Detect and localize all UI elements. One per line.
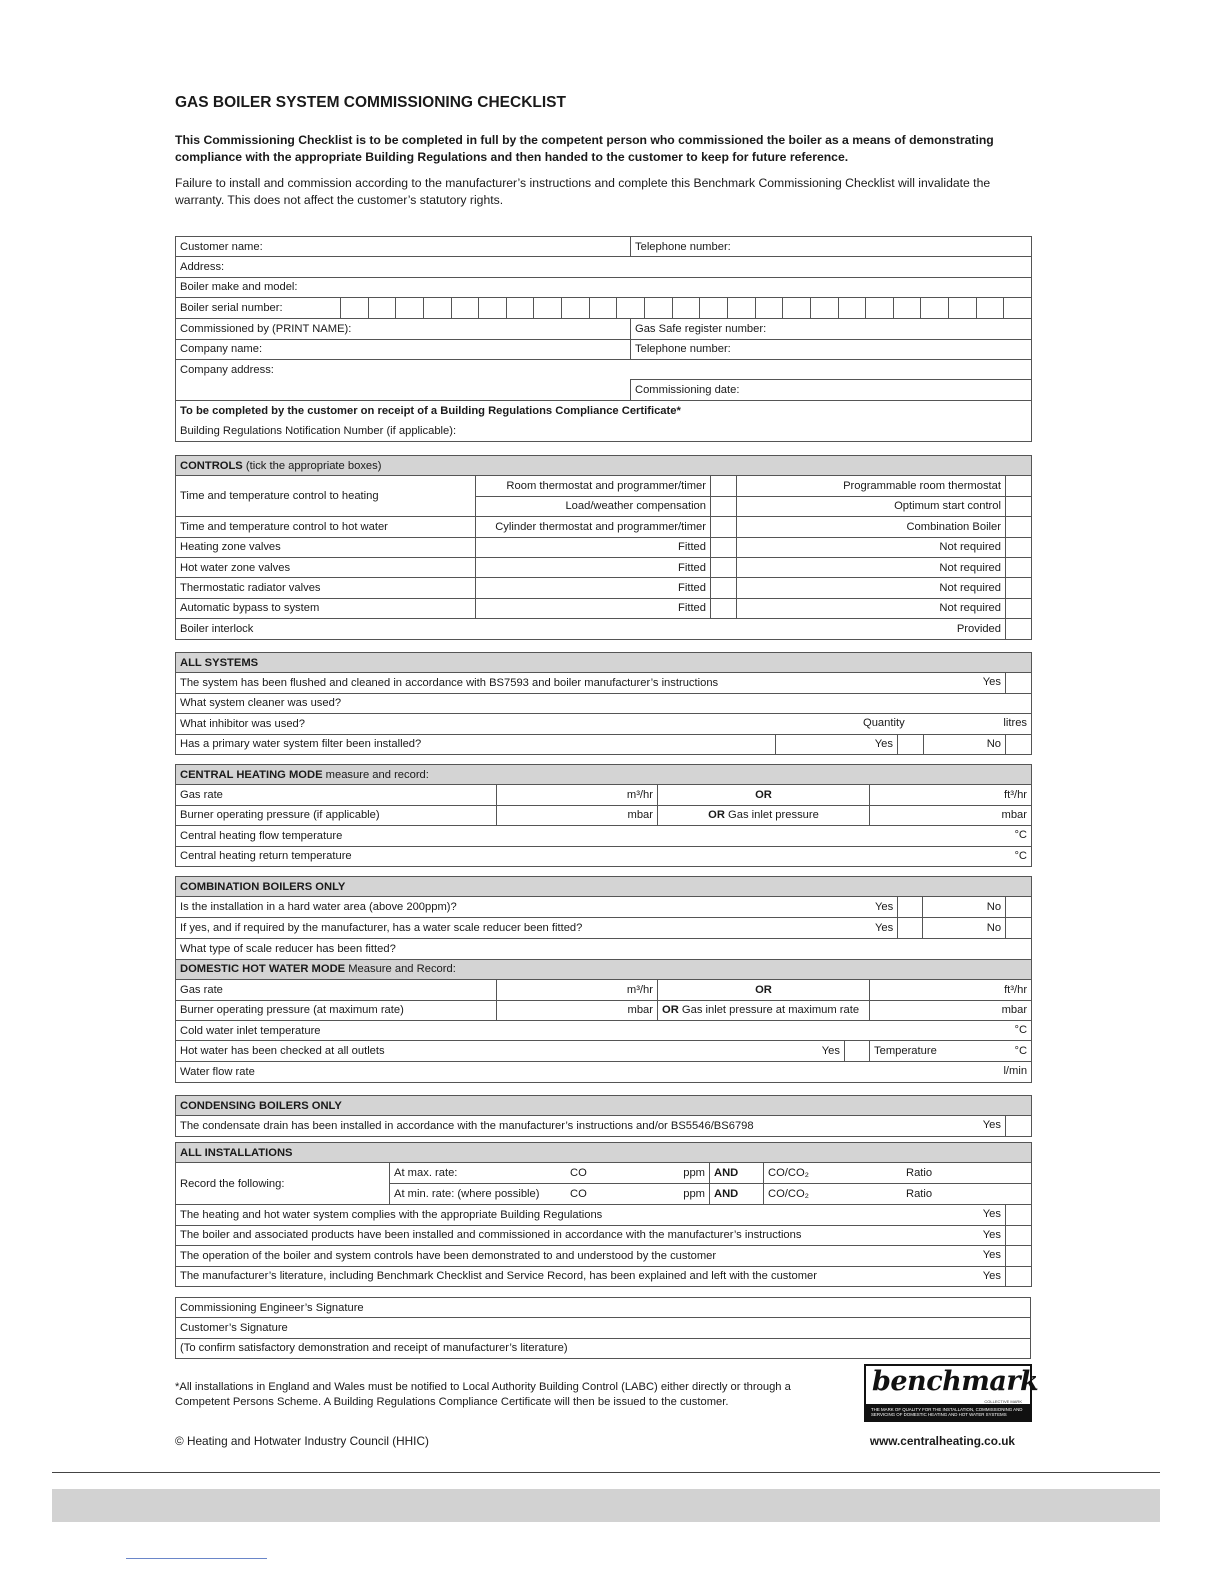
table-row xyxy=(176,939,1032,959)
outlet-temperature-label: Temperature xyxy=(874,1045,937,1058)
signature-confirmation-note: (To confirm satisfactory demonstration and receipt of manufacturer’s literature) xyxy=(176,1338,1031,1358)
dhw-or-inline: OR xyxy=(662,1004,679,1017)
room-thermostat-checkbox[interactable] xyxy=(711,476,737,496)
hard-water-yes-checkbox[interactable] xyxy=(897,897,923,917)
fitted-label: Fitted xyxy=(476,557,711,577)
litres-unit: litres xyxy=(1003,717,1028,730)
boiler-make-field[interactable]: Boiler make and model: xyxy=(176,277,1032,297)
link-underline xyxy=(126,1558,267,1559)
control-row-label: Thermostatic radiator valves xyxy=(176,578,476,598)
max-ratio-label: Ratio xyxy=(906,1167,933,1180)
fitted-checkbox[interactable] xyxy=(711,557,737,577)
table-row xyxy=(176,277,1032,297)
scale-reducer-no-checkbox[interactable] xyxy=(1005,918,1031,938)
table-row xyxy=(176,805,1032,825)
ch-gas-inlet-text: Gas inlet pressure xyxy=(728,809,819,822)
condensate-drain-row xyxy=(176,1116,1006,1136)
outlets-label: Hot water has been checked at all outlets xyxy=(180,1045,385,1058)
table-row xyxy=(176,1246,1032,1266)
table-row xyxy=(176,693,1032,713)
address-field[interactable]: Address: xyxy=(176,257,1032,277)
flushed-label: The system has been flushed and cleaned in accordance with BS7593 and boiler manufacturer’s instructions xyxy=(180,677,719,690)
table-row xyxy=(176,517,1032,537)
footer-divider xyxy=(52,1472,1160,1473)
customer-completion-note: To be completed by the customer on receipt of a Building Regulations Compliance Certificate* xyxy=(176,400,1032,420)
controls-table xyxy=(175,455,1032,640)
statement-yes-label: Yes xyxy=(982,1208,1001,1221)
statement-label: The boiler and associated products have been installed and commissioned in accordance with the manufacturer’s instructions xyxy=(180,1229,802,1242)
table-row xyxy=(176,319,1032,339)
controls-header: CONTROLS xyxy=(180,459,243,472)
table-row xyxy=(176,846,1032,866)
table-row xyxy=(176,359,1032,379)
website-link[interactable]: www.centralheating.co.uk xyxy=(869,1434,1015,1448)
filter-yes-label: Yes xyxy=(776,734,898,754)
water-flow-rate-label: Water flow rate xyxy=(180,1066,255,1079)
flushed-yes-label: Yes xyxy=(982,676,1001,689)
table-row xyxy=(176,400,1032,420)
table-row xyxy=(176,1163,1032,1184)
copyright: © Heating and Hotwater Industry Council (HHIC) xyxy=(175,1434,429,1448)
commissioning-date-field[interactable]: Commissioning date: xyxy=(631,380,1032,400)
optimum-start-checkbox[interactable] xyxy=(1006,496,1032,516)
hard-water-label: Is the installation in a hard water area (above 200ppm)? xyxy=(180,901,457,914)
optimum-start-label: Optimum start control xyxy=(737,496,1006,516)
ch-gas-inlet-label xyxy=(658,805,870,825)
table-row xyxy=(176,785,1032,805)
control-row-label: Heating zone valves xyxy=(176,537,476,557)
min-ratio-label: Ratio xyxy=(906,1188,933,1201)
table-row xyxy=(176,918,1032,939)
gas-safe-field[interactable]: Gas Safe register number: xyxy=(631,319,1032,339)
table-row xyxy=(176,1000,1032,1020)
benchmark-wordmark: benchmark xyxy=(872,1366,1039,1397)
table-row xyxy=(176,537,1032,557)
cold-inlet-unit: °C xyxy=(1014,1023,1028,1036)
condensate-drain-label: The condensate drain has been installed in accordance with the manufacturer’s instructions and/or BS5546/BS6798 xyxy=(180,1120,754,1133)
section-header xyxy=(176,1143,1032,1163)
dhw-gas-inlet-text: Gas inlet pressure at maximum rate xyxy=(681,1004,860,1017)
boiler-serial-label: Boiler serial number: xyxy=(180,302,283,315)
condensate-yes-checkbox[interactable] xyxy=(1006,1116,1032,1136)
customer-details-table xyxy=(175,236,1032,442)
not-required-label: Not required xyxy=(737,537,1006,557)
ch-or-inline: OR xyxy=(708,809,725,822)
scale-reducer-yes-checkbox[interactable] xyxy=(897,918,923,938)
boiler-interlock-label: Boiler interlock xyxy=(176,619,476,639)
ch-flow-temp-label: Central heating flow temperature xyxy=(180,829,343,842)
table-row xyxy=(176,421,1032,441)
hard-water-no-label: No xyxy=(986,901,1002,914)
statement-label: The manufacturer’s literature, including Benchmark Checklist and Service Record, has been explained and left with the customer xyxy=(180,1270,817,1283)
table-row xyxy=(176,339,1032,359)
cleaner-field[interactable]: What system cleaner was used? xyxy=(176,693,1032,713)
table-row xyxy=(176,714,1032,734)
dhw-burner-pressure-field[interactable]: mbar xyxy=(497,1000,658,1020)
installations-header: ALL INSTALLATIONS xyxy=(176,1143,1032,1163)
inhibitor-label: What inhibitor was used? xyxy=(180,717,305,730)
statement-yes-checkbox[interactable] xyxy=(1006,1266,1032,1286)
combination-boilers-table xyxy=(175,876,1032,1083)
cold-inlet-field[interactable] xyxy=(176,1020,1032,1040)
load-weather-checkbox[interactable] xyxy=(711,496,737,516)
fitted-label: Fitted xyxy=(476,537,711,557)
table-row xyxy=(176,1205,1032,1225)
table-row xyxy=(176,1020,1032,1040)
heating-control-label: Time and temperature control to heating xyxy=(176,476,476,517)
water-flow-rate-unit: l/min xyxy=(1003,1065,1028,1078)
not-required-checkbox[interactable] xyxy=(1006,578,1032,598)
table-row xyxy=(176,1266,1032,1286)
filter-no-label: No xyxy=(924,734,1006,754)
statement-yes-label: Yes xyxy=(982,1269,1001,1282)
combination-header: COMBINATION BOILERS ONLY xyxy=(176,877,1032,897)
table-row xyxy=(176,619,1032,639)
interlock-provided-checkbox[interactable] xyxy=(1006,619,1032,639)
ch-or-label: OR xyxy=(658,785,870,805)
hard-water-yes-label: Yes xyxy=(874,901,894,914)
all-systems-table xyxy=(175,652,1032,755)
ch-burner-pressure-field[interactable]: mbar xyxy=(497,805,658,825)
outlet-temperature-field[interactable] xyxy=(870,1041,1031,1061)
max-and-label: AND xyxy=(710,1163,764,1184)
outlets-yes-checkbox[interactable] xyxy=(844,1041,870,1061)
water-flow-rate-field[interactable] xyxy=(176,1062,1032,1082)
max-ppm-unit: ppm xyxy=(683,1167,705,1180)
record-following-label: Record the following: xyxy=(176,1163,390,1205)
not-required-checkbox[interactable] xyxy=(1006,598,1032,618)
fitted-label: Fitted xyxy=(476,598,711,618)
quantity-label: Quantity xyxy=(863,717,905,730)
table-row xyxy=(176,980,1032,1000)
control-row-label: Automatic bypass to system xyxy=(176,598,476,618)
condensing-boilers-table xyxy=(175,1095,1032,1137)
dhw-gas-rate-ft3-field[interactable]: ft³/hr xyxy=(870,980,1032,1000)
inhibitor-field[interactable] xyxy=(176,714,1032,734)
all-installations-table xyxy=(175,1142,1032,1287)
section-header xyxy=(176,653,1032,673)
outlets-yes-label: Yes xyxy=(821,1045,840,1058)
cold-inlet-label: Cold water inlet temperature xyxy=(180,1024,321,1037)
ch-return-temp-field[interactable] xyxy=(176,846,1032,866)
ch-return-temp-label: Central heating return temperature xyxy=(180,850,352,863)
table-row xyxy=(176,826,1032,846)
cylinder-thermostat-checkbox[interactable] xyxy=(711,517,737,537)
control-row-label: Hot water zone valves xyxy=(176,557,476,577)
table-row xyxy=(176,257,1032,277)
ch-burner-pressure-label: Burner operating pressure (if applicable) xyxy=(176,805,497,825)
controls-header-note: (tick the appropriate boxes) xyxy=(242,459,382,472)
fitted-label: Fitted xyxy=(476,578,711,598)
programmable-room-checkbox[interactable] xyxy=(1006,476,1032,496)
section-header xyxy=(176,765,1032,785)
table-row xyxy=(176,1116,1032,1136)
min-and-label: AND xyxy=(710,1184,764,1205)
boiler-serial-row xyxy=(176,298,1032,319)
table-row xyxy=(176,897,1032,918)
max-co-co2-label[interactable]: CO/CO₂ xyxy=(768,1167,810,1180)
combination-boiler-checkbox[interactable] xyxy=(1006,517,1032,537)
table-row xyxy=(176,1225,1032,1245)
statement-yes-checkbox[interactable] xyxy=(1006,1225,1032,1245)
table-row xyxy=(176,578,1032,598)
room-thermostat-label: Room thermostat and programmer/timer xyxy=(476,476,711,496)
ch-gas-rate-label: Gas rate xyxy=(176,785,497,805)
all-systems-header: ALL SYSTEMS xyxy=(176,653,1032,673)
signatures-table xyxy=(175,1297,1031,1359)
condensing-header: CONDENSING BOILERS ONLY xyxy=(176,1096,1032,1116)
table-row xyxy=(176,1041,1032,1062)
table-row xyxy=(176,1298,1031,1318)
hard-water-no-checkbox[interactable] xyxy=(1005,897,1031,917)
ch-flow-temp-unit: °C xyxy=(1014,829,1028,842)
hot-water-control-label: Time and temperature control to hot water xyxy=(176,517,476,537)
interlock-provided-label: Provided xyxy=(476,619,1006,639)
dhw-gas-rate-m3-field[interactable]: m³/hr xyxy=(497,980,658,1000)
telephone-field[interactable]: Telephone number: xyxy=(631,237,1032,257)
filter-no-checkbox[interactable] xyxy=(1006,734,1032,754)
notification-number-field[interactable]: Building Regulations Notification Number (if applicable): xyxy=(176,421,1032,441)
company-address-field[interactable]: Company address: xyxy=(176,359,1032,379)
fitted-checkbox[interactable] xyxy=(711,578,737,598)
table-row xyxy=(176,1062,1032,1082)
max-rate-label: At max. rate: xyxy=(394,1167,458,1180)
ch-gas-inlet-field[interactable]: mbar xyxy=(870,805,1032,825)
filter-yes-checkbox[interactable] xyxy=(898,734,924,754)
cylinder-thermostat-label: Cylinder thermostat and programmer/timer xyxy=(476,517,711,537)
dhw-gas-inlet-field[interactable]: mbar xyxy=(870,1000,1032,1020)
not-required-label: Not required xyxy=(737,557,1006,577)
table-row xyxy=(176,734,1032,754)
company-name-field[interactable]: Company name: xyxy=(176,339,631,359)
central-heating-table xyxy=(175,764,1032,867)
not-required-label: Not required xyxy=(737,578,1006,598)
central-heating-header: CENTRAL HEATING MODE xyxy=(180,768,323,781)
engineer-signature-field[interactable]: Commissioning Engineer’s Signature xyxy=(176,1298,1031,1318)
statement-label: The operation of the boiler and system controls have been demonstrated to and understood by the customer xyxy=(180,1249,717,1262)
section-header xyxy=(176,959,1032,979)
fitted-checkbox[interactable] xyxy=(711,598,737,618)
min-ppm-unit: ppm xyxy=(683,1188,705,1201)
table-row xyxy=(176,476,1032,496)
ch-flow-temp-field[interactable] xyxy=(176,826,1032,846)
combination-boiler-label: Combination Boiler xyxy=(737,517,1006,537)
flushed-yes-checkbox[interactable] xyxy=(1006,673,1032,693)
not-required-label: Not required xyxy=(737,598,1006,618)
statement-yes-label: Yes xyxy=(982,1249,1001,1262)
table-row xyxy=(176,1318,1031,1338)
collective-mark-text: COLLECTIVE MARK xyxy=(984,1399,1022,1404)
ch-gas-rate-m3-field[interactable]: m³/hr xyxy=(497,785,658,805)
min-rate-label: At min. rate: (where possible) xyxy=(394,1188,540,1201)
not-required-checkbox[interactable] xyxy=(1006,557,1032,577)
central-heating-header-note: measure and record: xyxy=(322,768,429,781)
customer-signature-field[interactable]: Customer’s Signature xyxy=(176,1318,1031,1338)
company-telephone-field[interactable]: Telephone number: xyxy=(631,339,1032,359)
ch-gas-rate-ft3-field[interactable]: ft³/hr xyxy=(870,785,1032,805)
section-header xyxy=(176,1096,1032,1116)
dhw-gas-inlet-label xyxy=(658,1000,870,1020)
flushed-row xyxy=(176,673,1006,693)
filter-label: Has a primary water system filter been installed? xyxy=(176,734,776,754)
scale-reducer-yes-label: Yes xyxy=(874,922,894,935)
dhw-header: DOMESTIC HOT WATER MODE xyxy=(180,963,346,976)
statement-label: The heating and hot water system complies with the appropriate Building Regulations xyxy=(180,1209,603,1222)
scale-reducer-label: If yes, and if required by the manufacturer, has a water scale reducer been fitted? xyxy=(180,922,583,935)
logo-tagline: THE MARK OF QUALITY FOR THE INSTALLATION, COMMISSIONING AND SERVICING OF DOMESTIC HEATING AND HOT WATER SYSTEMS xyxy=(866,1404,1030,1420)
scale-type-field[interactable]: What type of scale reducer has been fitted? xyxy=(176,939,1032,959)
load-weather-label: Load/weather compensation xyxy=(476,496,711,516)
min-co-co2-label[interactable]: CO/CO₂ xyxy=(768,1188,810,1201)
statement-yes-checkbox[interactable] xyxy=(1006,1246,1032,1266)
page-title: GAS BOILER SYSTEM COMMISSIONING CHECKLIST xyxy=(175,94,566,111)
dhw-header-note: Measure and Record: xyxy=(345,963,456,976)
programmable-room-label: Programmable room thermostat xyxy=(737,476,1006,496)
table-row xyxy=(176,237,1032,257)
fitted-checkbox[interactable] xyxy=(711,537,737,557)
dhw-gas-rate-label: Gas rate xyxy=(176,980,497,1000)
commissioned-by-field[interactable]: Commissioned by (PRINT NAME): xyxy=(176,319,631,339)
dhw-burner-pressure-label: Burner operating pressure (at maximum rate) xyxy=(176,1000,497,1020)
company-address-continued[interactable] xyxy=(176,380,631,400)
intro-bold-text: This Commissioning Checklist is to be completed in full by the competent person who commissioned the boiler as a means of demonstrating compliance with the appropriate Building Regulations and then handed to the customer to keep for future reference. xyxy=(175,133,994,164)
table-row xyxy=(176,557,1032,577)
ch-return-temp-unit: °C xyxy=(1014,849,1028,862)
customer-name-field[interactable]: Customer name: xyxy=(176,237,631,257)
outlet-temperature-unit: °C xyxy=(1014,1045,1028,1058)
statement-yes-checkbox[interactable] xyxy=(1006,1205,1032,1225)
condensate-yes-label: Yes xyxy=(982,1119,1001,1132)
section-header xyxy=(176,877,1032,897)
min-co-label[interactable]: CO xyxy=(570,1188,587,1201)
table-row xyxy=(176,673,1032,693)
table-row xyxy=(176,1338,1031,1358)
scale-reducer-no-label: No xyxy=(986,922,1002,935)
intro-warranty-text: Failure to install and commission according to the manufacturer’s instructions and complete this Benchmark Commissioning Checklist will invalidate the warranty. This does not affect the customer’s statutory rights. xyxy=(175,176,991,207)
not-required-checkbox[interactable] xyxy=(1006,537,1032,557)
table-row xyxy=(176,598,1032,618)
benchmark-logo xyxy=(864,1364,1039,1422)
dhw-or-label: OR xyxy=(658,980,870,1000)
statement-yes-label: Yes xyxy=(982,1228,1001,1241)
serial-number-boxes[interactable] xyxy=(340,298,1031,318)
footer-bar xyxy=(52,1489,1160,1522)
section-header xyxy=(176,456,1032,476)
footnote: *All installations in England and Wales must be notified to Local Authority Building Control (LABC) either directly or through a Competent Persons Scheme. A Building Regulations Compliance Certificate will then be issued to the customer. xyxy=(175,1381,791,1408)
table-row xyxy=(176,380,1032,400)
max-co-label[interactable]: CO xyxy=(570,1167,587,1180)
table-row xyxy=(176,298,1032,319)
